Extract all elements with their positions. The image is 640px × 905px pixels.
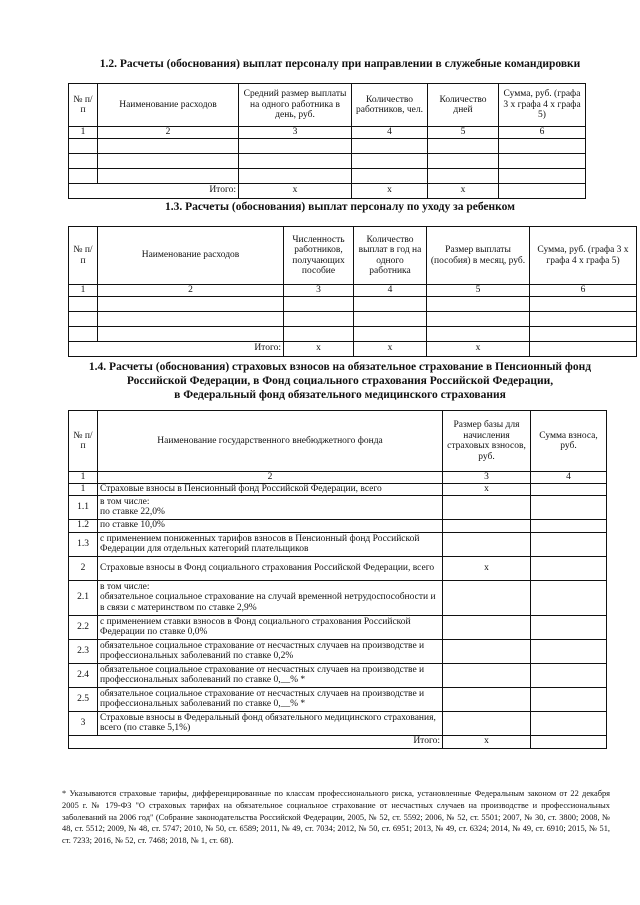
row-sum: [531, 580, 607, 615]
col-header: Размер выплаты (пособия) в месяц, руб.: [427, 227, 530, 285]
table-row: [69, 639, 607, 663]
footnote: * Указываются страховые тарифы, дифференцированные по классам профессионального риска, установленные Федеральным законом от 22 декабря 2005 г. № 179-ФЗ "О страховых тарифах на обязательное социальное страхование от несчастных случаев на производстве и профессиональных заболеваний на 2006 год" (Собрание законодательства Российской Федерации, 2005, № 52, ст. 5592; 2006, № 52, ст. 5501; 2007, № 30, ст. 3800; 2008, № 48, ст. 5512; 2009, № 48, ст. 5747; 2010, № 50, ст. 6589; 2011, № 49, ст. 7034; 2012, № 50, ст. 6951; 2013, № 49, ст. 6324; 2014, № 49, ст. 6910; 2015, № 51, ст. 7233; 2016, № 52, ст. 7468; 2018, № 1, ст. 68).: [62, 789, 610, 846]
row-number: 2.2: [69, 615, 98, 639]
table-row: [69, 168, 586, 183]
col-number: 2: [98, 127, 239, 139]
col-header: Количество выплат в год на одного работника: [354, 227, 427, 285]
col-header: Наименование расходов: [98, 84, 239, 127]
row-base: [443, 532, 531, 556]
table-row: [69, 580, 607, 615]
row-number: 2: [69, 556, 98, 580]
row-base: [443, 711, 531, 735]
row-sum: [531, 639, 607, 663]
row-name: Страховые взносы в Фонд социального страхования Российской Федерации, всего: [98, 556, 443, 580]
row-name: Страховые взносы в Пенсионный фонд Российской Федерации, всего: [98, 483, 443, 495]
table-header-row: [69, 84, 586, 127]
col-number: 6: [499, 127, 586, 139]
table-header-row: [69, 227, 637, 285]
total-mark: x: [284, 341, 354, 356]
total-row: [69, 183, 586, 198]
row-number: 3: [69, 711, 98, 735]
col-header: № п/п: [69, 227, 98, 285]
col-number: 1: [69, 127, 98, 139]
row-name: в том числе: по ставке 22,0%: [98, 495, 443, 519]
col-header: Наименование государственного внебюджетного фонда: [98, 411, 443, 472]
col-header: Количество работников, чел.: [352, 84, 428, 127]
table-row: [69, 311, 637, 326]
table-row: [69, 326, 637, 341]
row-name: Страховые взносы в Федеральный фонд обязательного медицинского страхования, всего (по ставке 5,1%): [98, 711, 443, 735]
col-header: Размер базы для начисления страховых взносов, руб.: [443, 411, 531, 472]
col-number: 4: [531, 472, 607, 484]
row-name: обязательное социальное страхование от несчастных случаев на производстве и профессиональных заболеваний по ставке 0,__% *: [98, 663, 443, 687]
table-row: [69, 138, 586, 153]
row-base: [443, 639, 531, 663]
row-name: с применением ставки взносов в Фонд социального страхования Российской Федерации по ставке 0,0%: [98, 615, 443, 639]
row-base: [443, 615, 531, 639]
total-mark: x: [428, 183, 499, 198]
col-header: Сумма, руб. (графа 3 x графа 4 x графа 5): [530, 227, 637, 285]
table-row: [69, 711, 607, 735]
table-row: [69, 296, 637, 311]
col-header: Численность работников, получающих пособие: [284, 227, 354, 285]
col-number: 1: [69, 285, 98, 297]
row-number: 2.5: [69, 687, 98, 711]
table-row: [69, 556, 607, 580]
table-row: [69, 483, 607, 495]
row-number: 1.2: [69, 519, 98, 532]
col-header: Наименование расходов: [98, 227, 284, 285]
col-number: 2: [98, 285, 284, 297]
table-row: [69, 663, 607, 687]
column-number-row: [69, 127, 586, 139]
row-sum: [531, 711, 607, 735]
table-1-3: [68, 226, 637, 357]
row-base: [443, 663, 531, 687]
total-mark: x: [443, 735, 531, 748]
table-row: [69, 615, 607, 639]
col-header: № п/п: [69, 84, 98, 127]
row-number: 2.1: [69, 580, 98, 615]
row-sum: [531, 532, 607, 556]
row-number: 1: [69, 483, 98, 495]
row-name: обязательное социальное страхование от несчастных случаев на производстве и профессиональных заболеваний по ставке 0,2%: [98, 639, 443, 663]
section-1-4-title-line: в Федеральный фонд обязательного медицинского страхования: [174, 389, 506, 401]
col-number: 4: [352, 127, 428, 139]
col-number: 3: [284, 285, 354, 297]
col-number: 6: [530, 285, 637, 297]
row-name: в том числе: обязательное социальное страхование на случай временной нетрудоспособности и в связи с материнством по ставке 2,9%: [98, 580, 443, 615]
col-header: Средний размер выплаты на одного работника в день, руб.: [239, 84, 352, 127]
col-number: 5: [428, 127, 499, 139]
table-row: [69, 495, 607, 519]
row-base: [443, 495, 531, 519]
row-sum: [531, 483, 607, 495]
total-mark: x: [352, 183, 428, 198]
section-1-2-title: 1.2. Расчеты (обоснования) выплат персоналу при направлении в служебные командировки: [99, 58, 581, 70]
row-sum: [531, 495, 607, 519]
row-sum: [531, 556, 607, 580]
table-1-2: [68, 83, 586, 199]
col-number: 4: [354, 285, 427, 297]
table-row: [69, 532, 607, 556]
table-header-row: [69, 411, 607, 472]
total-label: Итого:: [69, 183, 239, 198]
row-sum: [531, 663, 607, 687]
total-label: Итого:: [69, 735, 443, 748]
col-header: Количество дней: [428, 84, 499, 127]
total-mark: x: [427, 341, 530, 356]
row-base: [443, 580, 531, 615]
row-sum: [531, 615, 607, 639]
row-base: x: [443, 556, 531, 580]
table-1-4: [68, 410, 607, 749]
col-number: 3: [443, 472, 531, 484]
row-number: 2.4: [69, 663, 98, 687]
col-number: 1: [69, 472, 98, 484]
section-1-4-title-line: 1.4. Расчеты (обоснования) страховых взносов на обязательное страхование в Пенсионный фонд: [88, 361, 592, 373]
col-number: 3: [239, 127, 352, 139]
col-header: Сумма, руб. (графа 3 x графа 4 x графа 5): [499, 84, 586, 127]
total-row: [69, 735, 607, 748]
col-number: 2: [98, 472, 443, 484]
row-base: [443, 687, 531, 711]
row-number: 1.1: [69, 495, 98, 519]
col-header: № п/п: [69, 411, 98, 472]
table-row: [69, 687, 607, 711]
row-base: [443, 519, 531, 532]
row-name: с применением пониженных тарифов взносов в Пенсионный фонд Российской Федерации для отдельных категорий плательщиков: [98, 532, 443, 556]
row-name: по ставке 10,0%: [98, 519, 443, 532]
row-number: 1.3: [69, 532, 98, 556]
total-label: Итого:: [69, 341, 284, 356]
section-1-3-title: 1.3. Расчеты (обоснования) выплат персоналу по уходу за ребенком: [165, 201, 515, 213]
total-mark: x: [354, 341, 427, 356]
table-row: [69, 153, 586, 168]
row-base: x: [443, 483, 531, 495]
section-1-4-title-line: Российской Федерации, в Фонд социального страхования Российской Федерации,: [126, 375, 554, 387]
total-row: [69, 341, 637, 356]
col-header: Сумма взноса, руб.: [531, 411, 607, 472]
row-sum: [531, 687, 607, 711]
row-number: 2.3: [69, 639, 98, 663]
table-row: [69, 519, 607, 532]
column-number-row: [69, 472, 607, 484]
column-number-row: [69, 285, 637, 297]
row-name: обязательное социальное страхование от несчастных случаев на производстве и профессиональных заболеваний по ставке 0,__% *: [98, 687, 443, 711]
section-1-4-title: [60, 360, 620, 402]
total-mark: x: [239, 183, 352, 198]
row-sum: [531, 519, 607, 532]
col-number: 5: [427, 285, 530, 297]
